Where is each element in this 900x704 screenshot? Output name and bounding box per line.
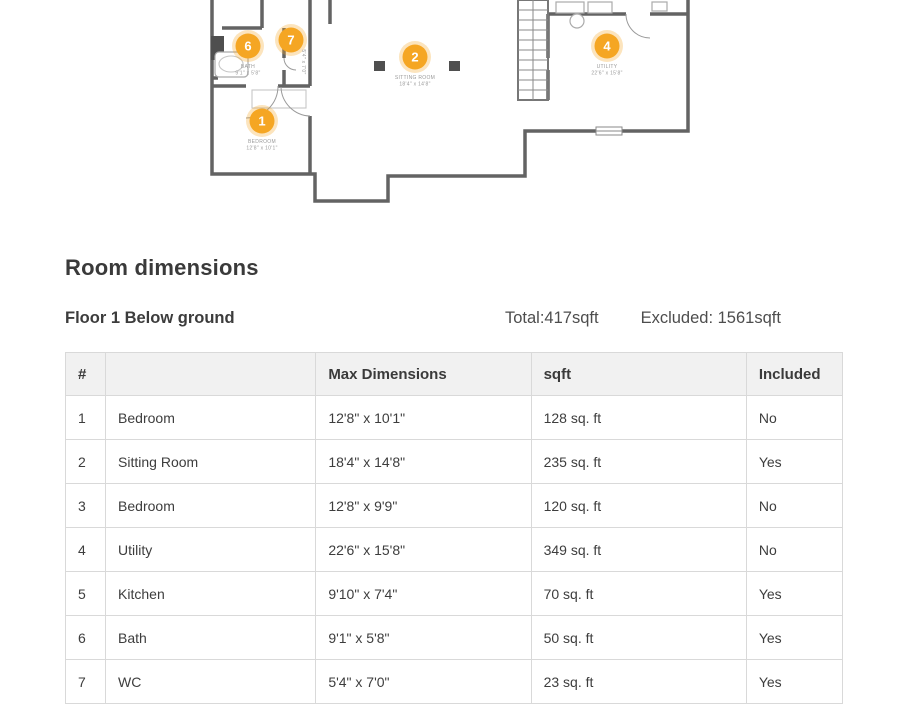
cell-max-dimensions: 18'4" x 14'8" [316, 440, 531, 484]
table-row [66, 440, 843, 484]
cell-max-dimensions: 12'8" x 9'9" [316, 484, 531, 528]
cell-room-name: Kitchen [106, 572, 316, 616]
room-dims-label: 18'4" x 14'8" [399, 81, 431, 88]
room-dims-label: 22'6" x 15'8" [591, 70, 623, 77]
table-row [66, 660, 843, 704]
cell-max-dimensions: 12'8" x 10'1" [316, 396, 531, 440]
cell-number: 4 [66, 528, 106, 572]
marker-number: 7 [287, 32, 295, 48]
table-row [66, 484, 843, 528]
table-row [66, 572, 843, 616]
cell-sqft: 128 sq. ft [531, 396, 746, 440]
cell-room-name: WC [106, 660, 316, 704]
header-max-dimensions: Max Dimensions [316, 353, 531, 396]
table-header-row [66, 353, 843, 396]
cell-number: 7 [66, 660, 106, 704]
floor-plan [0, 0, 900, 232]
room-dimensions-table [65, 352, 843, 704]
window [596, 127, 622, 135]
room-name-label: SITTING ROOM [394, 75, 436, 81]
cell-included: No [746, 396, 842, 440]
room-marker-2[interactable] [395, 41, 435, 88]
cell-max-dimensions: 9'1" x 5'8" [316, 616, 531, 660]
cell-sqft: 23 sq. ft [531, 660, 746, 704]
room-marker-7[interactable] [275, 24, 307, 75]
room-dims-label: 9'1" x 5'8" [235, 70, 261, 77]
header-name [106, 353, 316, 396]
cell-included: No [746, 528, 842, 572]
pillar [449, 61, 460, 71]
cell-included: No [746, 484, 842, 528]
marker-number: 1 [258, 113, 266, 129]
excluded-sqft: Excluded: 1561sqft [640, 309, 781, 327]
stairs [518, 0, 548, 100]
room-marker-6[interactable] [232, 30, 264, 77]
cell-sqft: 70 sq. ft [531, 572, 746, 616]
cell-sqft: 120 sq. ft [531, 484, 746, 528]
floor-label: Floor 1 Below ground [65, 309, 235, 327]
floor-plan-svg [0, 0, 900, 232]
header-number: # [66, 353, 106, 396]
cell-room-name: Utility [106, 528, 316, 572]
cell-number: 2 [66, 440, 106, 484]
room-name-label: BEDROOM [248, 139, 276, 145]
room-dims-label: 5'4" x 7'0" [300, 49, 306, 75]
marker-number: 4 [603, 38, 611, 54]
cell-included: Yes [746, 616, 842, 660]
cell-number: 6 [66, 616, 106, 660]
cell-room-name: Bath [106, 616, 316, 660]
room-marker-1[interactable] [246, 105, 278, 152]
header-sqft: sqft [531, 353, 746, 396]
cell-max-dimensions: 22'6" x 15'8" [316, 528, 531, 572]
room-name-label: UTILITY [596, 64, 618, 70]
cell-sqft: 349 sq. ft [531, 528, 746, 572]
cell-number: 5 [66, 572, 106, 616]
cell-room-name: Bedroom [106, 396, 316, 440]
table-row [66, 616, 843, 660]
total-sqft: Total:417sqft [505, 309, 599, 327]
cell-max-dimensions: 9'10" x 7'4" [316, 572, 531, 616]
room-dimensions-section [65, 255, 843, 704]
floor-summary-row [65, 307, 843, 329]
cell-included: Yes [746, 660, 842, 704]
cell-included: Yes [746, 440, 842, 484]
cell-sqft: 235 sq. ft [531, 440, 746, 484]
marker-number: 6 [244, 38, 252, 54]
marker-number: 2 [411, 49, 419, 65]
room-dims-label: 12'8" x 10'1" [246, 145, 278, 152]
cell-sqft: 50 sq. ft [531, 616, 746, 660]
page-title: Room dimensions [65, 255, 259, 280]
pillar [374, 61, 385, 71]
room-name-label: BATH [240, 64, 256, 70]
table-row [66, 396, 843, 440]
header-included: Included [746, 353, 842, 396]
cell-number: 3 [66, 484, 106, 528]
cell-room-name: Bedroom [106, 484, 316, 528]
cell-room-name: Sitting Room [106, 440, 316, 484]
table-row [66, 528, 843, 572]
room-marker-4[interactable] [591, 30, 623, 77]
cell-included: Yes [746, 572, 842, 616]
cell-number: 1 [66, 396, 106, 440]
cell-max-dimensions: 5'4" x 7'0" [316, 660, 531, 704]
